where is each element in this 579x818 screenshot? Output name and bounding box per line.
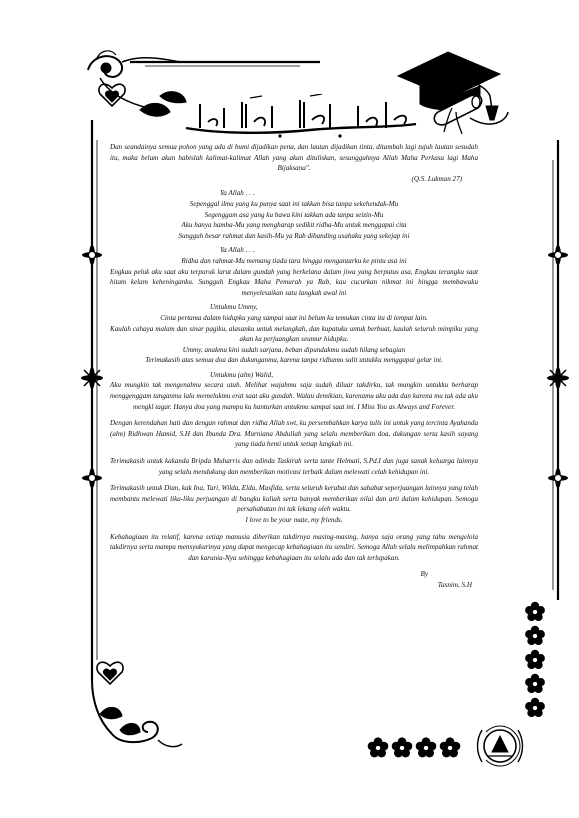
quran-verse: Dan seandainya semua pohon yang ada di bumi dijadikan pena, dan lautan dijadikan tinta, ditambah lagi tujuh lautan sesudah itu, maka belum akan habislah kalimat-kalimat Allah yang akan dituliskan, sesungguhnya Allah Maha Perkasa lagi Maha Bijaksana".: [110, 143, 478, 173]
stanza-heading: Untukmu Ummy,: [210, 303, 258, 312]
stanza-line: Engkau peluk aku saat aku terpuruk larut dalam gundah yang berkelana dalam jiwa yang berputus asa, Engkau terangku saat hitam kelam keheninganku. Sungguh Engkau Maha Pemurah ya Rab, kau cucurkan nikmat ini hingga membawaku menyelesaikan satu langkah awal ini: [110, 267, 478, 297]
stanza-heading: Ya Allah . . .: [220, 189, 255, 198]
heart-icon: [99, 84, 125, 106]
university-seal-icon: [478, 726, 523, 766]
left-knot-low: [82, 468, 102, 488]
signature-name: Tasnim, S.H: [437, 580, 472, 589]
dedication-paragraph: Terimakasih untuk kakanda Bripda Muharris dan adinda Taskirah serta tante Helmati, S.Pd.I dan juga sanak keluarga lainnya yang selalu mendukung dan memberikan motivasi terbaik dalam melewati celah kehidupan ini.: [110, 457, 478, 476]
dedication-paragraph: Terimakasih untuk Dian, kak Ina, Tari, Wilda, Elda, Masfida, serta seluruh kerabat dan sahabat seperjuangan lainnya yang telah membantu melewati lika-liku perjuangan di bangku kuliah serta banyak memberikan nilai dan arti dalam kehidupan. Semoga persahabatan ini tak lekang oleh waktu.: [110, 484, 478, 514]
dedication-text: [110, 142, 478, 591]
dedication-paragraph: Kebahagiaan itu relatif, karena setiap manusia diberikan takdirnya masing-masing, hanya saja orang yang tahu mengelola takdirnya serta mampu mensyukurinya yang dapat mengecap kebahagiaan itu sendiri. Semoga Allah selalu melimpahkan rahmat dan karunia-Nya sehingga kebahagiaan itu selalu ada dan tak terlupakan.: [110, 532, 478, 562]
left-knot-top: [82, 245, 102, 265]
top-left-flourish: [88, 51, 186, 116]
stanza-line: Ridha dan rahmat-Mu memang tiada tara hingga mengantarku ke pintu asa ini: [181, 256, 407, 265]
signature-by: By: [420, 570, 428, 579]
stanza-line: Sungguh besar rahmat dan kasih-Mu ya Rab dibanding usahaku yang sekejap ini: [178, 231, 410, 240]
left-knot-mid: [81, 367, 103, 389]
flower-row-bottom: [368, 737, 461, 757]
right-knot-top: [548, 245, 568, 265]
right-knot-low: [548, 468, 568, 488]
stanza-line: Sepenggal ilmu yang ku punya saat ini takkan bisa tanpa sekehendak-Mu: [189, 199, 399, 208]
verse-source: (Q.S. Lukman 27): [411, 174, 462, 183]
basmalah-calligraphy: [180, 94, 420, 138]
stanza-line: Aku hanya hamba-Mu yang mengharap sedikit ridha-Mu untuk menggapai cita: [181, 221, 407, 230]
flower-column-right: [525, 602, 545, 717]
bottom-left-flourish: [92, 680, 182, 747]
stanza-heading: Ya Allah . . .: [220, 246, 255, 255]
stanza-line: Aku mungkin tak mengenalmu secara utuh. Melihat wajahmu saja sudah diluar takdirku, tak mungkin untukku berharap menggenggam tanganmu lalu memelukmu erat saat aku gundah. Walau demikian, karenamu aku ada dan karena mu tak ada aku mengkl tagar. Hanya doa yang mampu ku hanturkan untukmu sampai saat ini. I Miss You as Always and Forever.: [110, 381, 478, 411]
stanza-line: Cinta pertama dalam hidupku yang sampai saat ini belum ku temukan cinta itu di tempat lain.: [160, 313, 428, 322]
dedication-paragraph: Dengan kerendahan hati dan dengan rahmat dan ridha Allah swt, ku persembahkan karya tulis ini untuk yang tercinta Ayahanda (alm) Ridhwan Hamid, S.H dan Ibunda Dra. Murniana Abdullah yang selalu memberikan doa, dukungan serta kasih sayang yang tiada henti untuk setiap langkah ini.: [110, 419, 478, 449]
heart-icon: [97, 662, 123, 684]
stanza-line: Kaulah cahaya malam dan sinar pagiku, alasanku untuk melangkah, dan kupatuku untuk berbuat, kaulah seluruh mimpiku yang akan ku perjuangkan seumur hidupku.: [110, 324, 478, 344]
right-knot-mid: [547, 367, 569, 389]
stanza-line: Terimakasih atas semua doa dan dukunganmu, karena tanpa ridhamu sulit untukku menggapai gelar ini.: [145, 356, 443, 365]
stanza-line: Segenggam asa yang ku bawa kini takkan ada tanpa seizin-Mu: [204, 210, 384, 219]
dedication-paragraph-tail: I love to be your mate, my friends.: [245, 516, 343, 524]
stanza-line: Ummy, anakmu kini sudah sarjana, beban dipundakmu sudah hilang sebagian: [182, 345, 406, 354]
stanza-heading: Untukmu (alm) Walid,: [210, 370, 273, 379]
